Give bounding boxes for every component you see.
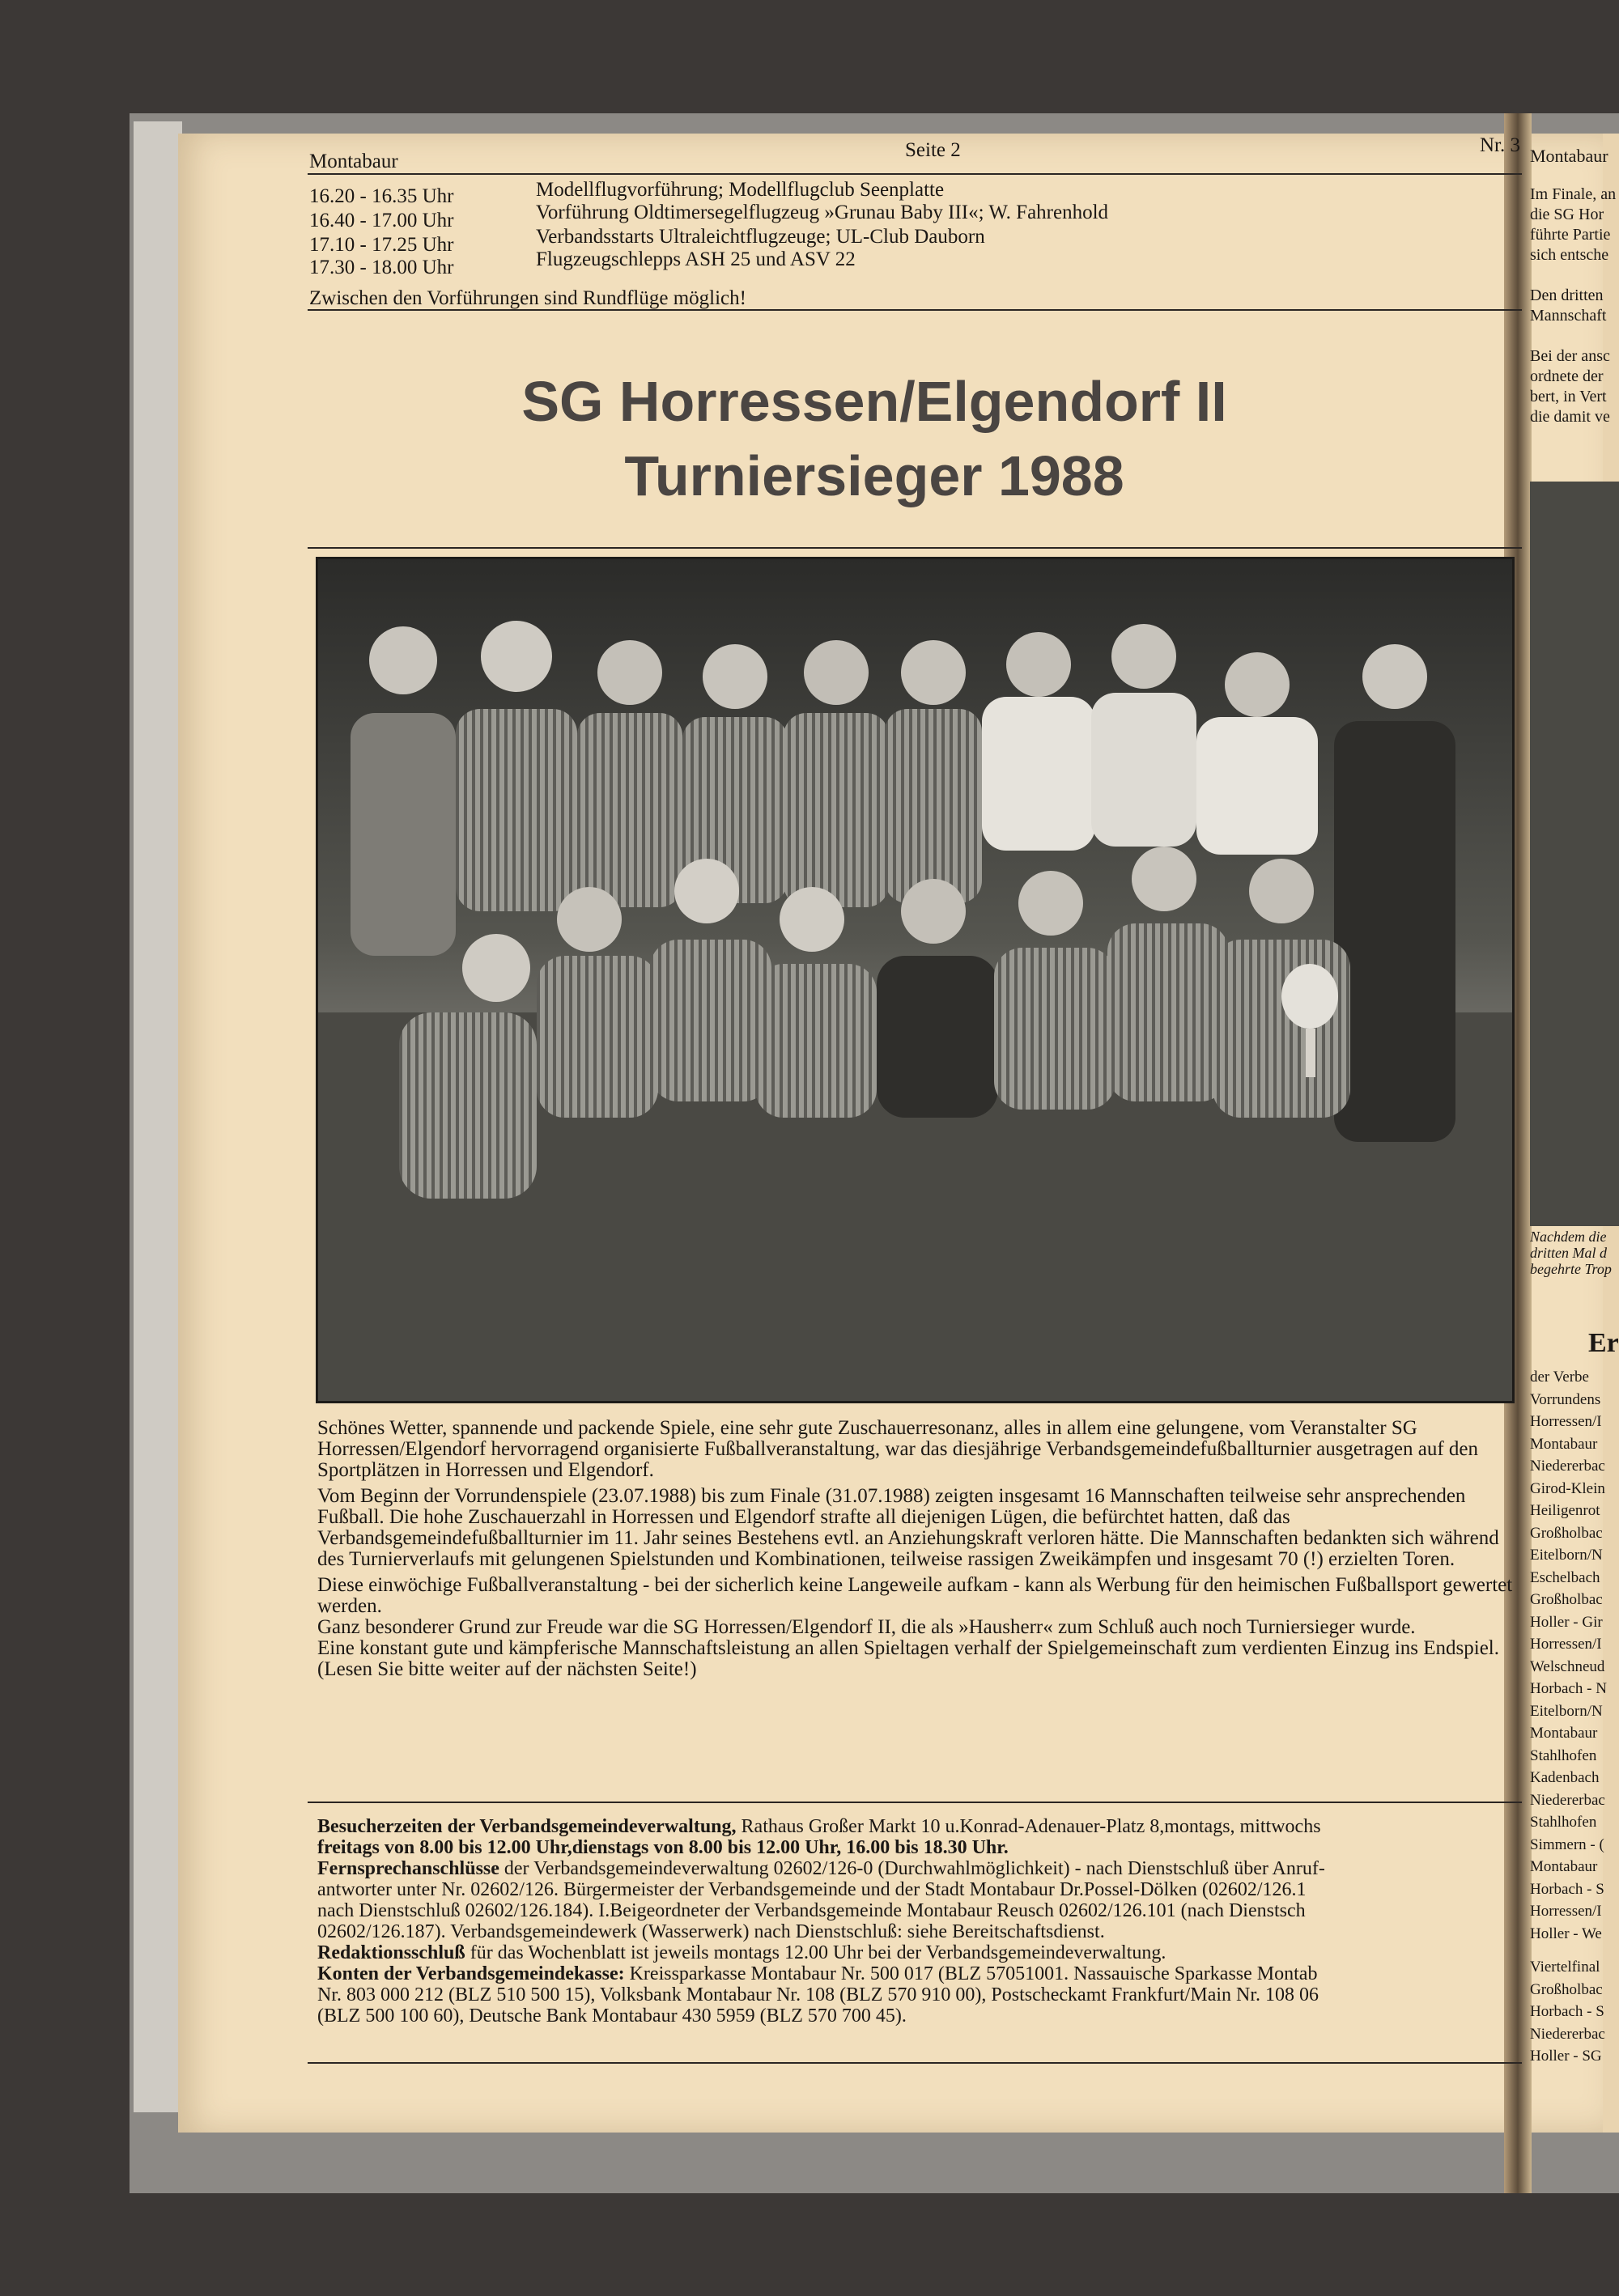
facing-line: Eschelbach [1530,1568,1600,1586]
facing-line: Horbach - S [1530,1880,1604,1898]
schedule-event: Flugzeugschlepps ASH 25 und ASV 22 [536,248,856,270]
accounts-text: Nr. 803 000 212 (BLZ 510 500 15), Volksbank Montabaur Nr. 108 (BLZ 570 910 00), Postscheckamt Frankfurt/Main Nr. 108 06 [317,1984,1319,2005]
facing-line: bert, in Vert [1530,388,1607,405]
facing-line: Großholbac [1530,1591,1603,1608]
facing-line: Montabaur [1530,1858,1598,1875]
article-paragraph: Schönes Wetter, spannende und packende Spiele, eine sehr gute Zuschauerresonanz, alles in allem eine gelungene, vom Veranstalter SG Horressen/Elgendorf hervorragend organisierte Fußballveranstaltung, war das diesjährige Verbandsgemeindefußballturnier ausgetragen auf den Sportplätzen in Horressen und Elgendorf. [317,1417,1478,1481]
deadline-label: Redaktionsschluß [317,1942,465,1963]
facing-line: Bei der ansc [1530,347,1610,365]
article-paragraph: Ganz besonderer Grund zur Freude war die SG Horressen/Elgendorf II, die als »Hausherr« zum Schluß auch noch Turniersieger wurde. [317,1616,1416,1638]
visiting-hours-label: Besucherzeiten der Verbandsgemeindeverwaltung, [317,1816,737,1837]
facing-line: Stahlhofen [1530,1814,1597,1831]
facing-line: Montabaur [1530,1435,1598,1453]
accounts-label: Konten der Verbandsgemeindekasse: [317,1963,625,1984]
facing-page-caption [1530,1229,1619,1277]
deadline-text: für das Wochenblatt ist jeweils montags 12.00 Uhr bei der Verbandsgemeindeverwaltung. [465,1942,1166,1963]
article-paragraph: Diese einwöchige Fußballveranstaltung - bei der sicherlich keine Langeweile aufkam - kann als Werbung für den heimischen Fußballsport gewertet werden. [317,1574,1513,1617]
binder-edge [134,121,182,2112]
facing-line: Großholbac [1530,1524,1603,1542]
facing-line: Horressen/I [1530,1413,1602,1430]
facing-line: Den dritten [1530,286,1604,304]
facing-line: Horressen/I [1530,1903,1602,1920]
facing-line [1530,326,1619,346]
facing-line [1530,265,1619,286]
facing-line: Niedererbac [1530,2025,1605,2043]
phone-text: 02602/126.187). Verbandsgemeindewerk (Wasserwerk) nach Dienstschluß: siehe Bereitschaftsdienst. [317,1921,1105,1942]
schedule-event: Verbandsstarts Ultraleichtflugzeuge; UL-Club Dauborn [536,226,985,248]
facing-line: Horbach - S [1530,2003,1604,2020]
facing-caption-line: Nachdem die [1530,1229,1607,1245]
visiting-hours-text: Rathaus Großer Markt 10 u.Konrad-Adenauer-Platz 8,montags, mittwochs [736,1816,1321,1837]
header-place: Montabaur [309,151,398,172]
headline-winner: Turniersieger 1988 [624,444,1124,507]
photo-top-rule [308,547,1522,549]
facing-page-photo [1530,482,1619,1226]
facing-line: Viertelfinal [1530,1959,1600,1976]
facing-caption-line: dritten Mal d [1530,1245,1607,1261]
accounts-text: (BLZ 500 100 60), Deutsche Bank Montabaur 430 5959 (BLZ 570 700 45). [317,2005,907,2027]
facing-line: Eitelborn/N [1530,1702,1603,1720]
accounts-text: Kreissparkasse Montabaur Nr. 500 017 (BLZ 57051001. Nassauische Sparkasse Montab [624,1963,1318,1984]
phone-text: antworter unter Nr. 02602/126. Bürgermeister der Verbandsgemeinde und der Stadt Montabaur Dr.Possel-Dölken (02602/126.1 [317,1879,1307,1900]
facing-page-results [1530,1366,1619,2068]
schedule-event: Vorführung Oldtimersegelflugzeug »Grunau Baby III«; W. Fahrenhold [536,202,1109,223]
article-paragraph: Vom Beginn der Vorrundenspiele (23.07.1988) bis zum Finale (31.07.1988) zeigten insgesamt 16 Mannschaften teilweise sehr ansprechenden Fußball. Die hohe Zuschauerzahl in Horressen und Elgendorf strafte all diejenigen Lügen, die befürchtet hatten, daß das Verbandsgemeindefußballturnier im 11. Jahr seines Bestehens evtl. an Anziehungskraft verloren hätte. Die Mannschaften bedankten sich während des Turnierverlaufs mit gelungenen Spielstunden und Kombinationen, teilweise rassigen Zweikämpfen und insgesamt 70 (!) erzielten Toren. [317,1485,1499,1570]
administration-info [317,1816,1523,2027]
facing-line: Kadenbach [1530,1769,1600,1786]
facing-line: der Verbe [1530,1369,1589,1386]
article-body [317,1418,1523,1680]
facing-line: die damit ve [1530,408,1610,426]
facing-line: Heiligenrot [1530,1502,1600,1519]
schedule-time: 16.40 - 17.00 Uhr [309,210,454,231]
facing-line: Stahlhofen [1530,1746,1597,1764]
facing-line: sich entsche [1530,246,1609,264]
visiting-hours-times: freitags von 8.00 bis 12.00 Uhr,dienstags von 8.00 bis 12.00 Uhr, 16.00 bis 18.30 Uhr. [317,1837,1009,1858]
facing-line: Holler - We [1530,1925,1602,1942]
schedule-time: 17.30 - 18.00 Uhr [309,257,454,278]
article-paragraph: Eine konstant gute und kämpferische Mannschaftsleistung an allen Spieltagen verhalf der Spielgemeinschaft zum verdienten Einzug ins Endspiel. [317,1637,1499,1659]
facing-line: Niedererbac [1530,1791,1605,1809]
schedule-event: Modellflugvorführung; Modellflugclub Seenplatte [536,179,945,201]
facing-line: Im Finale, an [1530,185,1617,203]
section-rule [308,309,1522,311]
phone-text: nach Dienstschluß 02602/126.184). I.Beigeordneter der Verbandsgemeinde Montabaur Reusch 02602/126.101 (nach Dienstsch [317,1900,1306,1921]
facing-line: Mannschaft [1530,307,1607,325]
facing-line: Vorrundens [1530,1390,1601,1408]
facing-line: Simmern - ( [1530,1836,1604,1853]
facing-line: Horressen/I [1530,1636,1602,1653]
facing-line: Montabaur [1530,1725,1598,1742]
headline-team: SG Horressen/Elgendorf II [521,370,1227,433]
facing-line: Horbach - N [1530,1680,1607,1697]
facing-line: Girod-Klein [1530,1479,1605,1497]
info-top-rule [308,1802,1522,1803]
schedule-note: Zwischen den Vorführungen sind Rundflüge möglich! [309,287,746,309]
facing-page-text-top [1530,185,1619,427]
phone-label: Fernsprechanschlüsse [317,1858,499,1879]
facing-line: ordnete der [1530,367,1604,385]
schedule-time: 17.10 - 17.25 Uhr [309,234,454,256]
facing-line: Welschneud [1530,1657,1605,1675]
team-photo-image [318,559,1512,1401]
phone-text: der Verbandsgemeindeverwaltung 02602/126-0 (Durchwahlmöglichkeit) - nach Dienstschluß über Anruf- [499,1858,1325,1879]
facing-line: die SG Hor [1530,206,1604,223]
facing-line [1530,1945,1619,1956]
facing-line: Holler - SG [1530,2048,1602,2065]
info-bottom-rule [308,2062,1522,2064]
team-photo [316,557,1515,1403]
facing-line: führte Partie [1530,226,1611,244]
facing-line: Großholbac [1530,1980,1603,1998]
header-page-number: Seite 2 [905,139,961,161]
facing-page-heading: Er [1588,1328,1619,1358]
facing-line: Niedererbac [1530,1458,1605,1475]
facing-line: Holler - Gir [1530,1613,1603,1631]
article-continuation-note: (Lesen Sie bitte weiter auf der nächsten Seite!) [317,1658,697,1680]
facing-caption-line: begehrte Trop [1530,1261,1612,1277]
header-rule [308,173,1522,175]
facing-page-header: Montabaur [1530,146,1608,166]
facing-line: Eitelborn/N [1530,1547,1603,1564]
header-issue: Nr. 3 [1480,134,1520,156]
schedule-time: 16.20 - 16.35 Uhr [309,185,454,207]
